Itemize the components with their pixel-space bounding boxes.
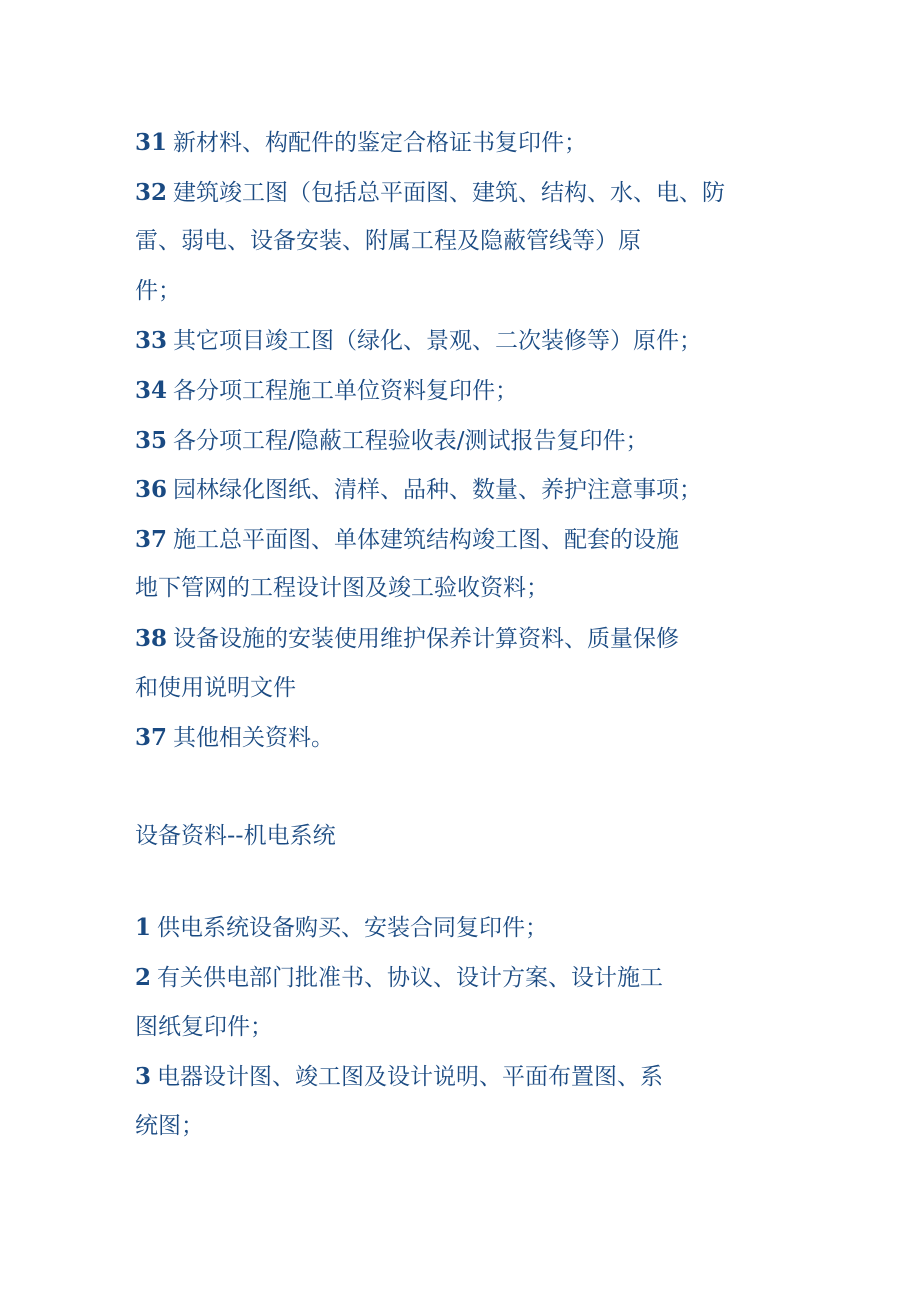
list-item-text: 其他相关资料。 xyxy=(173,725,335,752)
list-item xyxy=(135,713,785,763)
list-item-text: 供电系统设备购买、安装合同复印件； xyxy=(157,915,549,942)
list-item-line xyxy=(135,953,785,1003)
list-item-number: 34 xyxy=(135,376,168,404)
list-item-line xyxy=(135,168,785,218)
spacer xyxy=(135,861,785,903)
list-item-text: 施工总平面图、单体建筑结构竣工图、配套的设施 xyxy=(173,526,680,553)
list-item-text: 各分项工程施工单位资料复印件； xyxy=(173,377,519,404)
list-item-text: 园林绿化图纸、清样、品种、数量、养护注意事项； xyxy=(173,477,703,504)
list-item xyxy=(135,316,785,366)
list-item xyxy=(135,366,785,416)
list-item xyxy=(135,903,785,953)
list-item-line xyxy=(135,1003,785,1053)
list-item-number: 37 xyxy=(135,525,168,553)
list-item-line xyxy=(135,515,785,565)
list-item-line xyxy=(135,118,785,168)
list-item xyxy=(135,465,785,515)
document-list-top xyxy=(135,118,785,763)
list-item xyxy=(135,118,785,168)
list-item-line xyxy=(135,1052,785,1102)
list-item-text: 统图； xyxy=(135,1112,204,1139)
list-item-text: 雷、弱电、设备安装、附属工程及隐蔽管线等）原 xyxy=(135,228,641,255)
list-item-number: 35 xyxy=(135,426,168,454)
list-item-number: 33 xyxy=(135,327,168,355)
document-list-bottom xyxy=(135,903,785,1151)
list-item-line xyxy=(135,713,785,763)
list-item-number: 3 xyxy=(135,1063,152,1091)
list-item xyxy=(135,953,785,1052)
list-item-line xyxy=(135,1102,785,1152)
list-item-number: 32 xyxy=(135,178,168,206)
list-item-text: 电器设计图、竣工图及设计说明、平面布置图、系 xyxy=(157,1064,664,1091)
list-item-line xyxy=(135,465,785,515)
list-item-text: 其它项目竣工图（绿化、景观、二次装修等）原件； xyxy=(173,328,703,355)
list-item-text: 件； xyxy=(135,277,181,304)
list-item xyxy=(135,1052,785,1151)
list-item-text: 地下管网的工程设计图及竣工验收资料； xyxy=(135,575,549,602)
list-item-text: 设备设施的安装使用维护保养计算资料、质量保修 xyxy=(173,625,680,652)
list-item-number: 31 xyxy=(135,129,168,156)
list-item xyxy=(135,416,785,466)
list-item-line xyxy=(135,217,785,267)
list-item-line xyxy=(135,366,785,416)
list-item-line xyxy=(135,267,785,317)
list-item-line xyxy=(135,614,785,664)
list-item-text: 新材料、构配件的鉴定合格证书复印件； xyxy=(173,130,588,156)
list-item-text: 图纸复印件； xyxy=(135,1013,273,1040)
list-item-number: 1 xyxy=(135,914,152,942)
document-content xyxy=(135,118,785,1151)
list-item-line xyxy=(135,564,785,614)
list-item-number: 36 xyxy=(135,476,168,504)
list-item-text: 和使用说明文件 xyxy=(135,674,296,701)
list-item-number: 37 xyxy=(135,724,168,752)
list-item-text: 有关供电部门批准书、协议、设计方案、设计施工 xyxy=(157,964,664,991)
list-item-text: 各分项工程/隐蔽工程验收表/测试报告复印件； xyxy=(173,427,649,454)
spacer xyxy=(135,763,785,812)
list-item-line xyxy=(135,903,785,953)
list-item xyxy=(135,515,785,614)
list-item xyxy=(135,614,785,713)
section-heading: 设备资料--机电系统 xyxy=(135,822,336,849)
list-item-line xyxy=(135,416,785,466)
list-item-number: 2 xyxy=(135,963,152,991)
list-item-line xyxy=(135,316,785,366)
list-item-number: 38 xyxy=(135,624,168,652)
list-item xyxy=(135,168,785,317)
list-item-line xyxy=(135,664,785,714)
list-item-text: 建筑竣工图（包括总平面图、建筑、结构、水、电、防 xyxy=(173,179,726,206)
